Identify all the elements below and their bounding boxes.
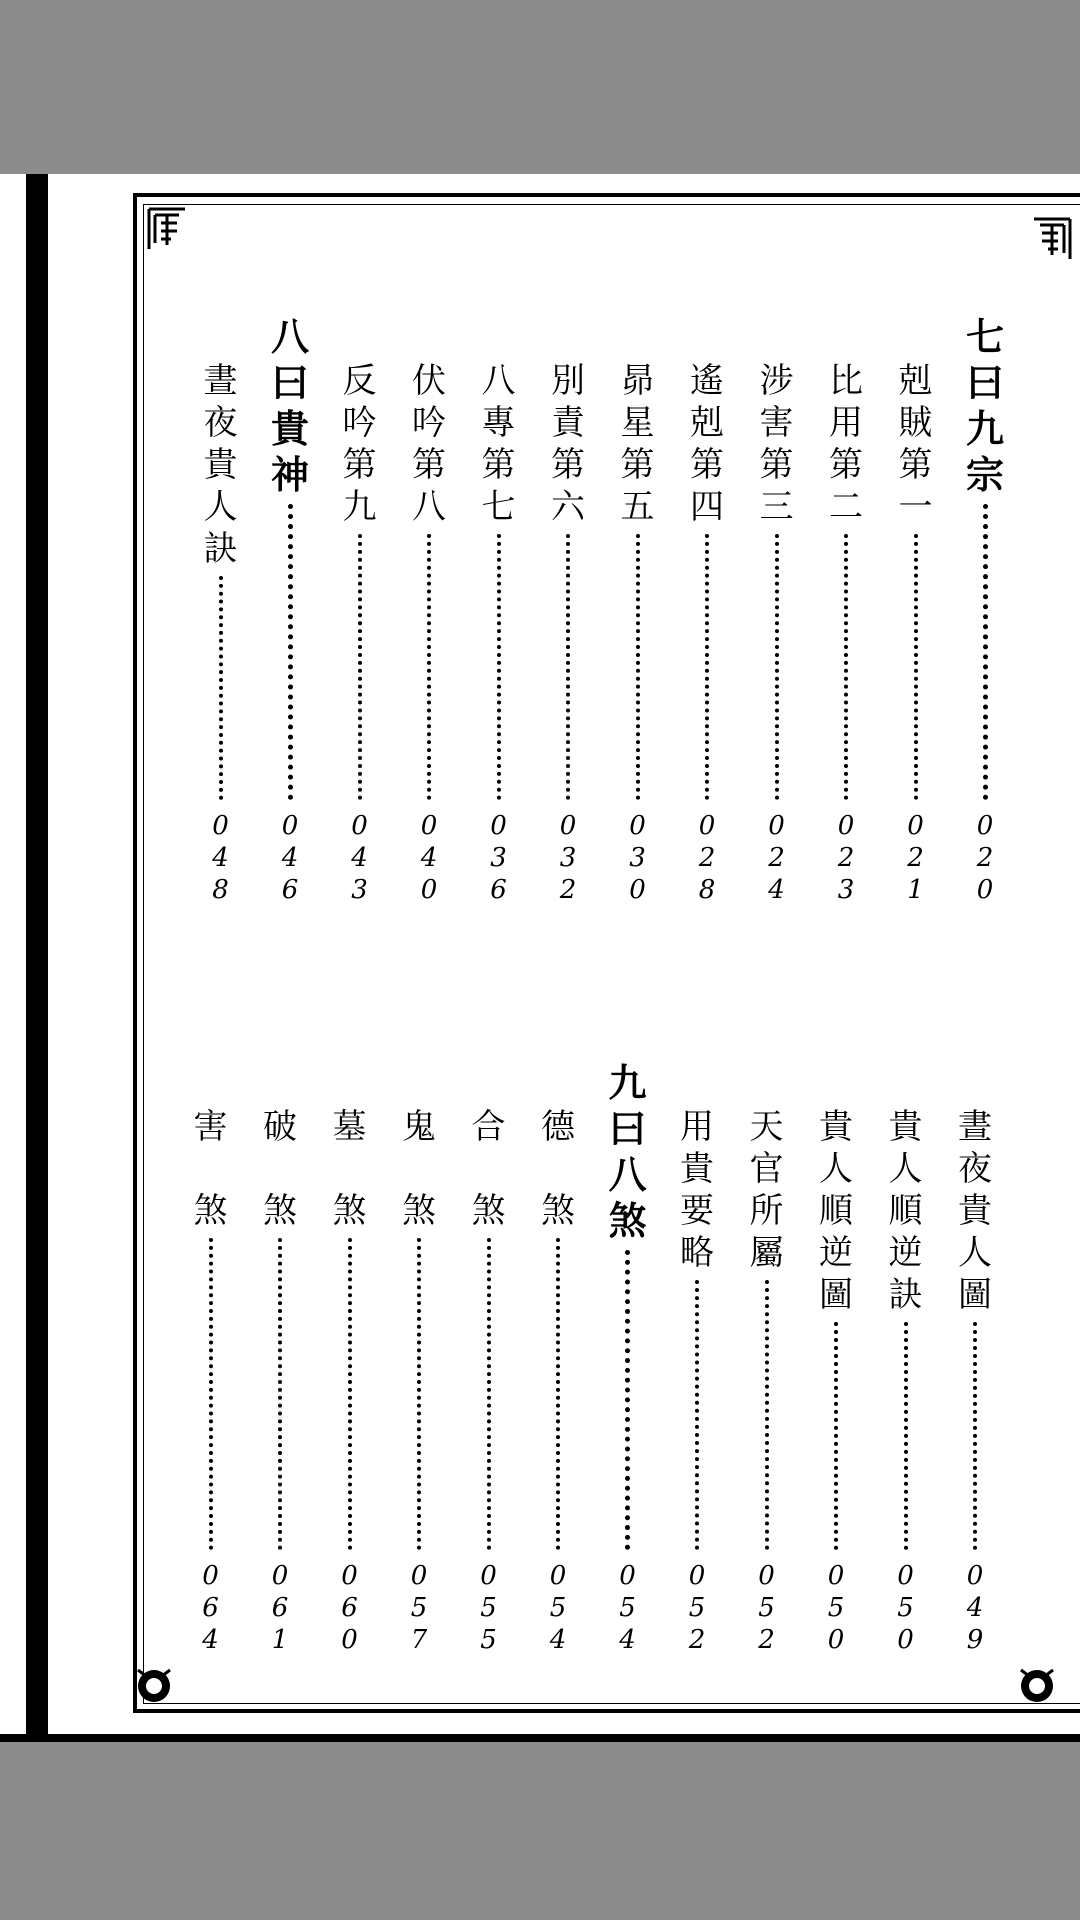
toc-dot-leader: [983, 504, 988, 800]
toc-entry-title: 墓 煞: [332, 1107, 367, 1231]
toc-dot-leader: [219, 576, 223, 800]
toc-dot-leader: [705, 534, 709, 800]
page-binding-edge: [26, 174, 48, 1742]
toc-dot-leader: [625, 1250, 630, 1550]
toc-section-heading: [963, 314, 1007, 906]
toc-dot-leader: [775, 534, 779, 800]
toc-entry: [338, 360, 382, 906]
toc-page-number: 0 5 2: [758, 1561, 775, 1655]
toc-page-number: 0 2 4: [768, 811, 785, 905]
toc-entry: [536, 1106, 580, 1656]
toc-dot-leader: [914, 534, 918, 800]
ornament-icon: [145, 205, 189, 253]
ornament-icon: [1030, 215, 1074, 263]
toc-entry: [616, 360, 660, 906]
toc-entry: [258, 1106, 302, 1656]
toc-page-number: 0 5 5: [480, 1561, 497, 1655]
toc-page-number: 0 6 4: [202, 1561, 219, 1655]
toc-page-number: 0 2 8: [698, 811, 716, 905]
toc-entry-title: 剋 賊 第 一: [898, 361, 933, 527]
toc-dot-leader: [695, 1280, 699, 1550]
toc-dot-leader: [973, 1322, 977, 1550]
toc-page-number: 0 4 9: [966, 1561, 984, 1655]
toc-entry: [755, 360, 799, 906]
toc-entry: [745, 1106, 789, 1656]
toc-entry-title: 八 專 第 七: [481, 361, 516, 527]
toc-dot-leader: [348, 1238, 352, 1550]
toc-entry: [824, 360, 868, 906]
toc-page-number: 0 4 8: [212, 811, 229, 905]
toc-page-number: 0 5 2: [688, 1561, 706, 1655]
toc-dot-leader: [487, 1238, 491, 1550]
toc-entry: [675, 1106, 719, 1656]
toc-entry-title: 貴 人 順 逆 圖: [819, 1107, 853, 1315]
toc-entry: [814, 1106, 858, 1656]
toc-entry-title: 比 用 第 二: [829, 361, 863, 527]
toc-dot-leader: [497, 534, 501, 800]
toc-page-number: 0 3 0: [629, 811, 646, 905]
toc-dot-leader: [209, 1238, 213, 1550]
toc-entry-title: 八 曰 貴 神: [270, 314, 309, 497]
toc-entry: [328, 1106, 372, 1656]
toc-entry-title: 晝 夜 貴 人 訣: [203, 361, 238, 569]
toc-page-number: 0 2 0: [976, 811, 994, 905]
toc-entry: [397, 1106, 441, 1656]
toc-entry-title: 伏 吟 第 八: [412, 361, 446, 527]
toc-section-heading: [268, 314, 312, 906]
toc-entry-title: 德 煞: [541, 1107, 575, 1231]
toc-dot-leader: [288, 504, 293, 800]
toc-entry-title: 別 責 第 六: [551, 361, 585, 527]
toc-entry-title: 九 曰 八 煞: [608, 1060, 647, 1243]
toc-dot-leader: [834, 1322, 838, 1550]
toc-dot-leader: [566, 534, 570, 800]
toc-dot-leader: [765, 1280, 769, 1550]
toc-entry-title: 合 煞: [471, 1107, 506, 1231]
toc-entry: [199, 360, 243, 906]
toc-dot-leader: [636, 534, 640, 800]
toc-page-number: 0 2 1: [907, 811, 924, 905]
toc-page-number: 0 5 0: [827, 1561, 845, 1655]
toc-dot-leader: [556, 1238, 560, 1550]
toc-entry-title: 涉 害 第 三: [759, 361, 794, 527]
toc-page-number: 0 4 3: [351, 811, 368, 905]
toc-entry: [546, 360, 590, 906]
toc-page-number: 0 6 0: [341, 1561, 358, 1655]
toc-page-number: 0 3 2: [559, 811, 577, 905]
toc-dot-leader: [278, 1238, 282, 1550]
toc-entry-title: 破 煞: [263, 1107, 297, 1231]
toc-page-number: 0 5 4: [619, 1561, 636, 1655]
toc-page-number: 0 2 3: [837, 811, 855, 905]
toc-page-number: 0 5 4: [549, 1561, 567, 1655]
toc-entry-title: 害 煞: [193, 1107, 228, 1231]
toc-entry: [407, 360, 451, 906]
toc-entry: [953, 1106, 997, 1656]
toc-page-number: 0 3 6: [490, 811, 507, 905]
toc-entry-title: 昴 星 第 五: [620, 361, 655, 527]
ornament-icon: [1015, 1660, 1059, 1708]
toc-entry: [894, 360, 938, 906]
toc-entry: [467, 1106, 511, 1656]
ornament-icon: [132, 1660, 176, 1708]
toc-section-heading: [606, 1060, 650, 1656]
toc-page-number: 0 5 0: [897, 1561, 914, 1655]
toc-entry-title: 遙 剋 第 四: [690, 361, 724, 527]
toc-entry-title: 用 貴 要 略: [680, 1107, 714, 1273]
toc-entry: [884, 1106, 928, 1656]
toc-dot-leader: [427, 534, 431, 800]
toc-dot-leader: [844, 534, 848, 800]
toc-entry-title: 貴 人 順 逆 訣: [888, 1107, 923, 1315]
toc-dot-leader: [904, 1322, 908, 1550]
toc-entry-title: 七 曰 九 宗: [965, 314, 1004, 497]
toc-page-number: 0 6 1: [271, 1561, 289, 1655]
toc-dot-leader: [417, 1238, 421, 1550]
toc-entry: [477, 360, 521, 906]
page-bottom-edge: [0, 1734, 1080, 1742]
toc-entry-title: 鬼 煞: [402, 1107, 436, 1231]
toc-entry-title: 反 吟 第 九: [342, 361, 377, 527]
toc-page-number: 0 5 7: [410, 1561, 428, 1655]
toc-entry-title: 天 官 所 屬: [749, 1107, 784, 1273]
toc-dot-leader: [358, 534, 362, 800]
toc-entry-title: 晝 夜 貴 人 圖: [958, 1107, 992, 1315]
toc-entry: [189, 1106, 233, 1656]
toc-entry: [685, 360, 729, 906]
toc-page-number: 0 4 0: [420, 811, 438, 905]
toc-page-number: 0 4 6: [281, 811, 299, 905]
